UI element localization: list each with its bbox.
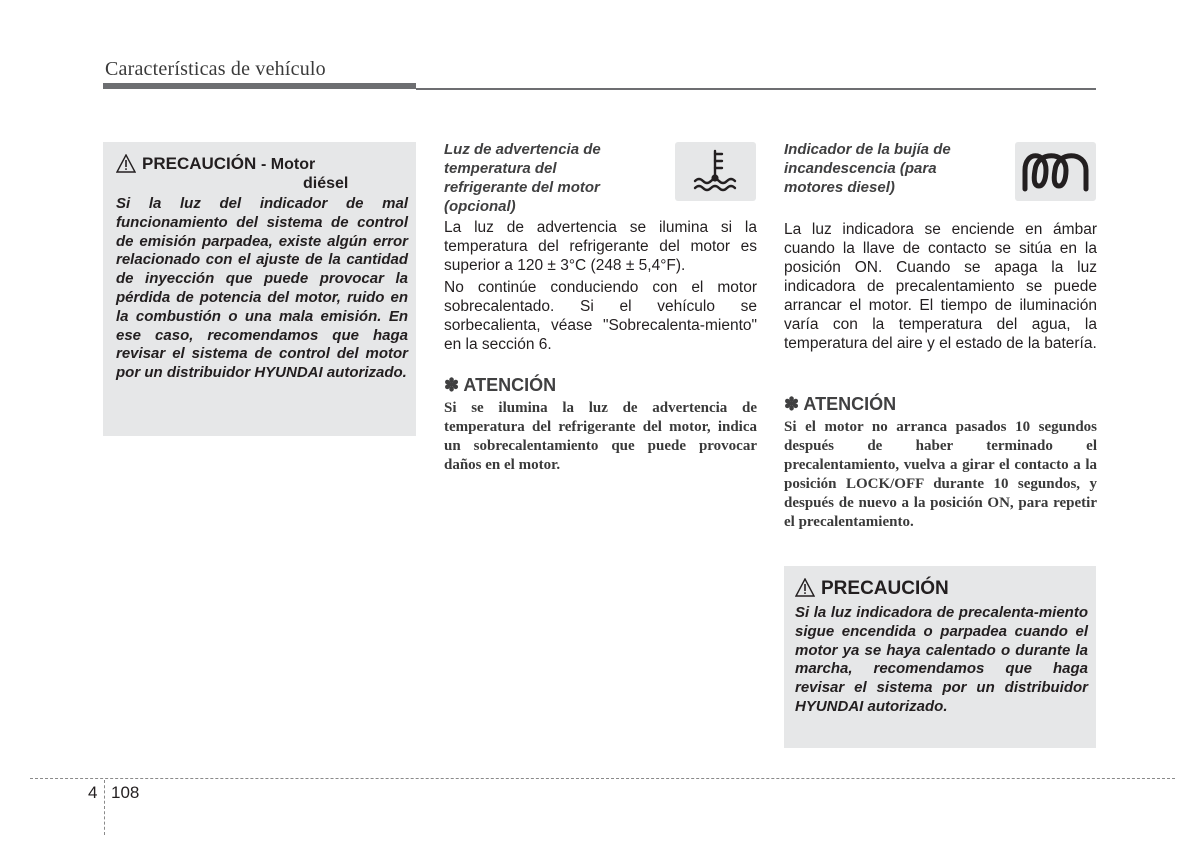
footer-divider (104, 780, 105, 835)
caution-box-diesel (103, 142, 416, 436)
glow-plug-icon-box (1015, 142, 1096, 201)
attention-title-coolant: ✽ ATENCIÓN (444, 375, 557, 395)
caution-title-suffix-line2: diésel (303, 175, 349, 192)
footer-rule (30, 778, 1175, 779)
heading-line: temperatura del (444, 160, 557, 177)
caution-body: Si la luz indicadora de precalenta-miento sigue encendida o parpadea cuando el motor ya se haya calentado o durante la marcha, recomendamos que haga revisar el sistema por un distribuidor HYUNDAI autorizado. (795, 604, 1088, 715)
attention-title-glow-plug: ✽ ATENCIÓN (784, 394, 897, 414)
caution-title-label: PRECAUCIÓN (821, 578, 949, 599)
attention-body-glow-plug: Si el motor no arranca pasados 10 segundos después de haber terminado el precalentamiento, vuelva a girar el contacto a la posición LOCK/OFF durante 10 segundos, y después de nuevo a la posición ON, para repetir el precalentamiento. (784, 419, 1097, 530)
coolant-paragraph-2: No continúe conduciendo con el motor sobrecalentado. Si el vehículo se sorbecalienta, véase "Sobrecalenta-miento" en la sección 6. (444, 279, 757, 353)
heading-line: Indicador de la bujía de (784, 141, 951, 158)
attention-body-coolant: Si se ilumina la luz de advertencia de temperatura del refrigerante del motor, indica un sobrecalentamiento que puede provocar daños en el motor. (444, 400, 757, 473)
section-heading-coolant (444, 140, 664, 216)
heading-line: Luz de advertencia de (444, 141, 601, 158)
caution-box-glow-plug (784, 566, 1096, 748)
heading-line: refrigerante del motor (444, 179, 600, 196)
warning-triangle-icon (795, 578, 815, 597)
glow-plug-icon (1015, 142, 1096, 201)
glow-plug-paragraph-1: La luz indicadora se enciende en ámbar cuando la llave de contacto se sitúa en la posición ON. Cuando se apaga la luz indicadora de precalentamiento se puede arrancar el motor. El tiempo de iluminación varía con la temperatura del agua, la temperatura del aire y el estado de la batería. (784, 221, 1097, 352)
page-header-title: Características de vehículo (105, 58, 326, 80)
warning-triangle-icon (116, 154, 136, 173)
heading-line: incandescencia (para (784, 160, 937, 177)
header-rule-thin (416, 88, 1096, 90)
coolant-paragraph-1: La luz de advertencia se ilumina si la temperatura del refrigerante del motor es superior a 120 ± 3°C (248 ± 5,4°F). (444, 219, 757, 274)
caution-title-suffix: - Motor (261, 156, 316, 173)
caution-title (116, 154, 408, 193)
chapter-number: 4 (88, 783, 98, 802)
caution-title (795, 578, 1088, 600)
page-number: 108 (111, 783, 140, 802)
caution-body: Si la luz del indicador de mal funcionamiento del sistema de control de emisión parpadea, existe algún error relacionado con el ajuste de la cantidad de inyección que puede provocar la pérdida de potencia del motor, ruido en la combustión o una mala emisión. En ese caso, recomendamos que haga revisar el sistema de control del motor por un distribuidor HYUNDAI autorizado. (116, 195, 408, 382)
heading-line: motores diesel) (784, 179, 895, 196)
section-heading-glow-plug (784, 140, 1004, 197)
caution-title-label: PRECAUCIÓN (142, 154, 257, 173)
coolant-temperature-icon (675, 142, 756, 201)
heading-line: (opcional) (444, 198, 516, 215)
coolant-icon-box (675, 142, 756, 201)
header-rule-thick (103, 83, 416, 89)
